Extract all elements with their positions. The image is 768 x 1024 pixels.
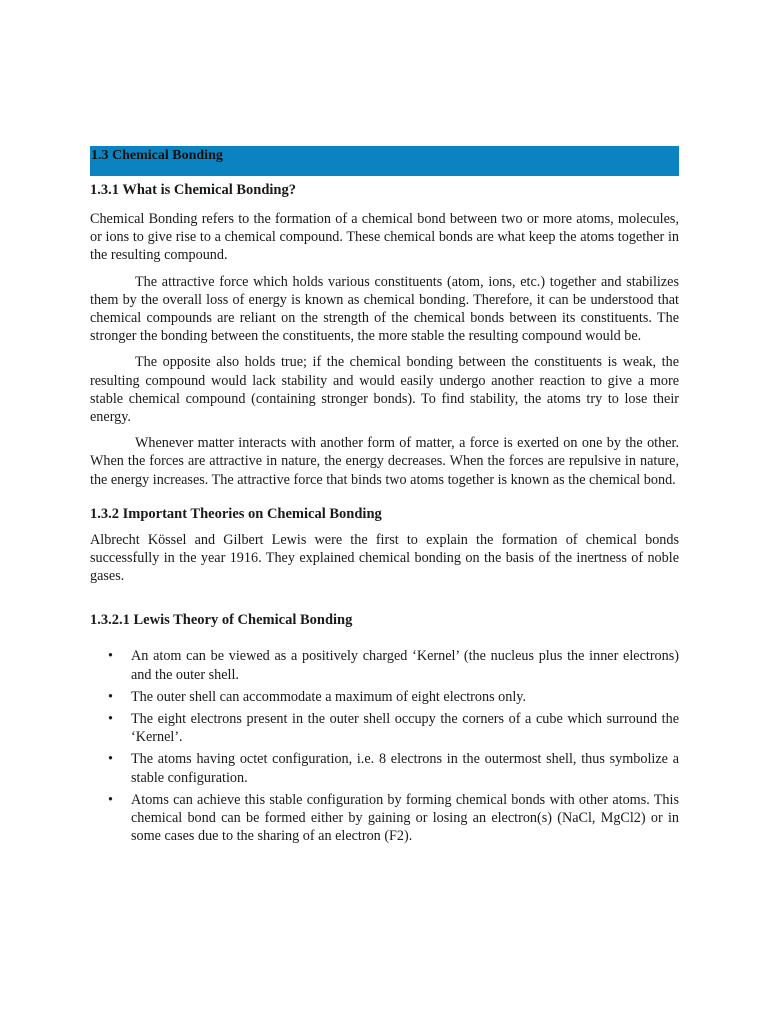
list-item-text: An atom can be viewed as a positively charged ‘Kernel’ (the nucleus plus the inner electrons) and the outer shell. [131, 648, 679, 683]
lewis-theory-bullet-list [90, 647, 679, 845]
bullet-marker: • [108, 751, 113, 768]
bullet-marker: • [108, 688, 113, 705]
list-item [90, 791, 679, 846]
paragraph-opposite: The opposite also holds true; if the chemical bonding between the constituents is weak, the resulting compound would lack stability and would easily undergo another reaction to give a more stable chemical compound (containing stronger bonds). To find stability, the atoms try to lose their energy. [90, 354, 679, 426]
list-item-text: The eight electrons present in the outer shell occupy the corners of a cube which surround the ‘Kernel’. [131, 711, 679, 746]
paragraph-definition: Chemical Bonding refers to the formation of a chemical bond between two or more atoms, molecules, or ions to give rise to a chemical compound. These chemical bonds are what keep the atoms together in the resulting compound. [90, 211, 679, 264]
bullet-marker: • [108, 791, 113, 808]
subsection-heading-what-is-chemical-bonding: 1.3.1 What is Chemical Bonding? [90, 182, 296, 198]
bullet-marker: • [108, 711, 113, 728]
paragraph-matter-interaction: Whenever matter interacts with another form of matter, a force is exerted on one by the other. When the forces are attractive in nature, the energy decreases. When the forces are repulsive in nature, the energy increases. The attractive force that binds two atoms together is known as the chemical bond. [90, 435, 679, 488]
subsection-heading-important-theories: 1.3.2 Important Theories on Chemical Bonding [90, 505, 382, 522]
list-item-text: The atoms having octet configuration, i.e. 8 electrons in the outermost shell, thus symbolize a stable configuration. [131, 751, 679, 786]
subsection-heading-lewis-theory: 1.3.2.1 Lewis Theory of Chemical Bonding [90, 612, 353, 629]
paragraph-kossel-lewis: Albrecht Kössel and Gilbert Lewis were the first to explain the formation of chemical bonds successfully in the year 1916. They explained chemical bonding on the basis of the inertness of noble gases. [90, 531, 679, 585]
list-item [90, 688, 679, 706]
section-title: 1.3 Chemical Bonding [91, 148, 223, 163]
list-item-text: Atoms can achieve this stable configuration by forming chemical bonds with other atoms. This chemical bond can be formed either by gaining or losing an electron(s) (NaCl, MgCl2) or in some cases due to the sharing of an electron (F2). [131, 791, 679, 845]
bullet-marker: • [108, 648, 113, 665]
document-page [90, 146, 679, 845]
list-item [90, 710, 679, 746]
section-title-bar [90, 146, 679, 176]
list-item [90, 750, 679, 786]
list-item [90, 647, 679, 683]
list-item-text: The outer shell can accommodate a maximum of eight electrons only. [131, 688, 527, 705]
paragraph-attractive-force: The attractive force which holds various constituents (atom, ions, etc.) together and stabilizes them by the overall loss of energy is known as chemical bonding. Therefore, it can be understood that chemical compounds are reliant on the strength of the chemical bonds between its constituents. The stronger the bonding between the constituents, the more stable the resulting compound would be. [90, 273, 679, 345]
